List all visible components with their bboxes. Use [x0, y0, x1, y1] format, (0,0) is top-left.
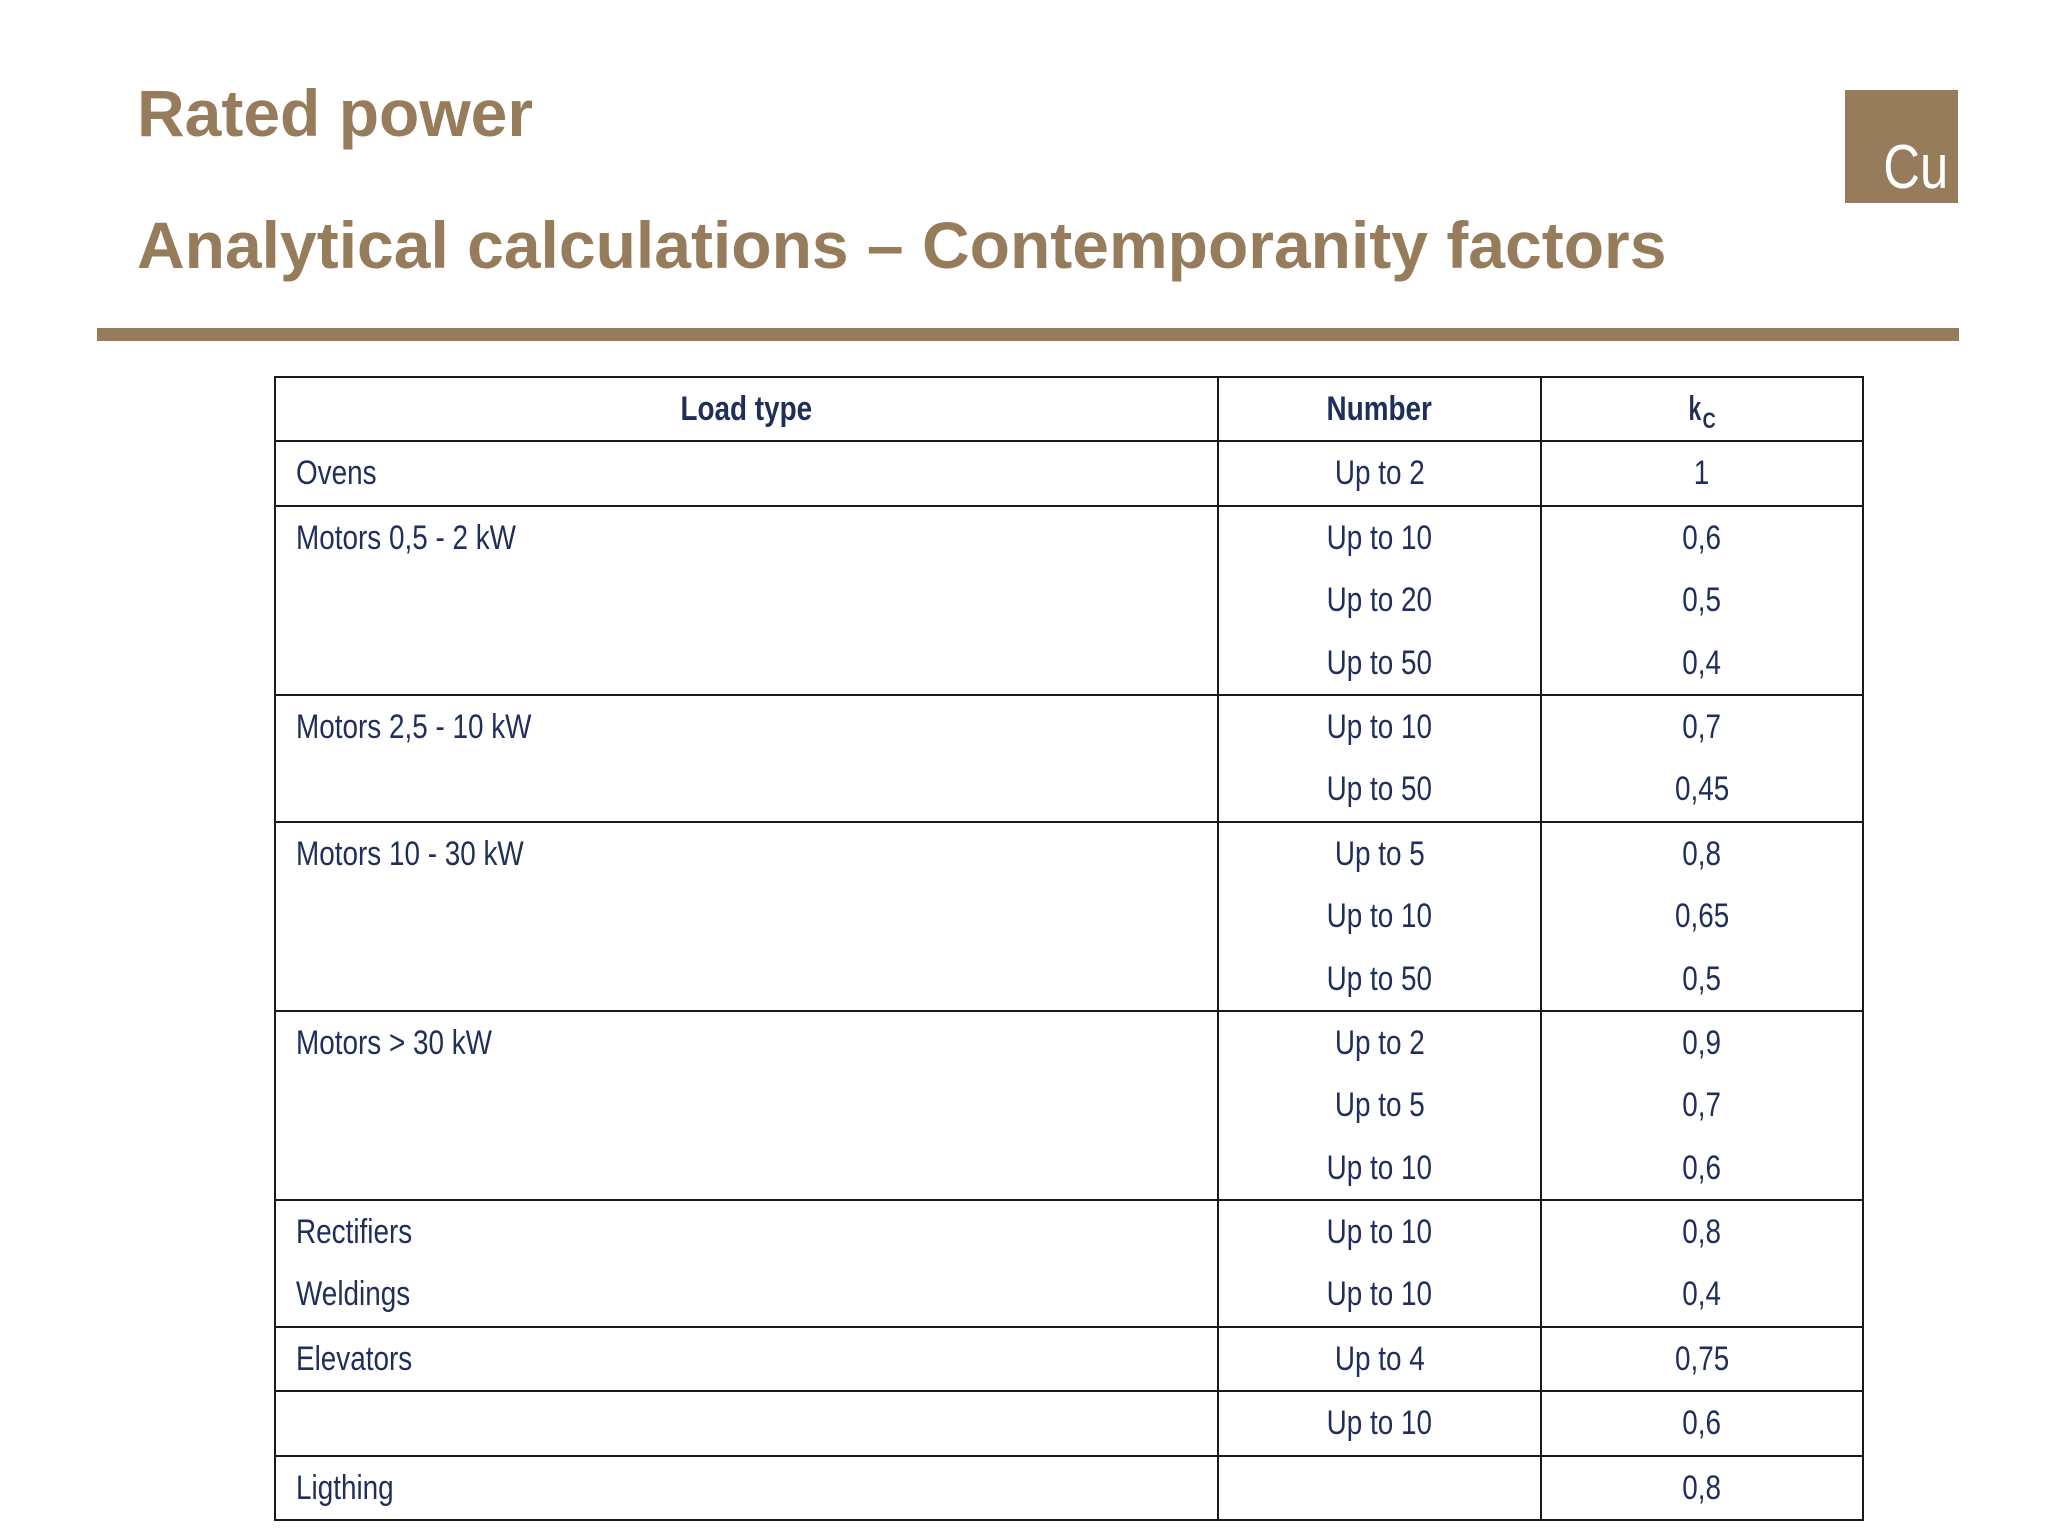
table-body — [275, 441, 1863, 1520]
number-text: Up to 10 — [1326, 1275, 1433, 1314]
load-type-text: Motors 10 - 30 kW — [296, 834, 524, 873]
number-cell — [1218, 441, 1540, 505]
load-type-text: Motors 2,5 - 10 kW — [296, 707, 532, 746]
load-type-cell — [275, 1200, 1218, 1327]
number-cell — [1218, 695, 1540, 822]
kc-value: 0,4 — [1682, 643, 1722, 682]
header-number: Number — [1218, 377, 1540, 441]
kc-cell — [1541, 1391, 1863, 1455]
slide-subtitle: Analytical calculations – Contemporanity factors — [137, 208, 1667, 282]
logo-text: Cu — [1883, 133, 1948, 202]
table-row-group — [275, 1200, 1863, 1327]
table-row-group — [275, 506, 1863, 695]
load-type-cell — [275, 506, 1218, 695]
load-type-cell — [275, 441, 1218, 505]
number-text: Up to 5 — [1334, 834, 1425, 873]
title-divider — [97, 328, 1959, 341]
kc-value: 0,8 — [1682, 1213, 1722, 1252]
number-text: Up to 4 — [1334, 1339, 1425, 1378]
table-header — [275, 377, 1863, 441]
number-text: Up to 20 — [1326, 581, 1433, 620]
load-type-text: Elevators — [296, 1339, 413, 1378]
load-type-cell — [275, 1391, 1218, 1455]
number-text: Up to 2 — [1334, 454, 1425, 493]
kc-cell — [1541, 1011, 1863, 1200]
kc-value: 0,75 — [1674, 1339, 1729, 1378]
table-row-group — [275, 1391, 1863, 1455]
number-text: Up to 10 — [1326, 1148, 1433, 1187]
number-text: Up to 10 — [1326, 518, 1433, 557]
load-type-text: Weldings — [296, 1275, 411, 1314]
number-cell — [1218, 1327, 1540, 1391]
kc-value: 0,6 — [1682, 1148, 1722, 1187]
load-type-text: Motors > 30 kW — [296, 1023, 492, 1062]
number-cell — [1218, 1011, 1540, 1200]
table-row-group — [275, 695, 1863, 822]
number-cell — [1218, 1456, 1540, 1520]
load-type-text: Motors 0,5 - 2 kW — [296, 518, 516, 557]
kc-value: 0,8 — [1682, 834, 1722, 873]
number-text: Up to 50 — [1326, 643, 1433, 682]
load-type-cell — [275, 822, 1218, 1011]
number-text: Up to 10 — [1326, 897, 1433, 936]
kc-cell — [1541, 506, 1863, 695]
table-row-group — [275, 822, 1863, 1011]
number-text: Up to 10 — [1326, 707, 1433, 746]
kc-value: 0,65 — [1674, 897, 1729, 936]
number-text: Up to 10 — [1326, 1404, 1433, 1443]
kc-value: 0,5 — [1682, 959, 1722, 998]
contemporanity-factors-table — [274, 376, 1864, 1521]
number-text: Up to 10 — [1326, 1213, 1433, 1252]
header-kc: $k_C$ — [1541, 377, 1863, 441]
kc-cell — [1541, 1327, 1863, 1391]
kc-value: 1 — [1694, 454, 1710, 493]
load-type-text: Ovens — [296, 454, 377, 493]
load-type-cell — [275, 695, 1218, 822]
load-type-cell — [275, 1327, 1218, 1391]
kc-cell — [1541, 822, 1863, 1011]
slide-title: Rated power — [137, 76, 534, 150]
kc-value: 0,45 — [1674, 770, 1729, 809]
kc-value: 0,6 — [1682, 1404, 1722, 1443]
table-row-group — [275, 441, 1863, 505]
load-type-cell — [275, 1011, 1218, 1200]
kc-value: 0,6 — [1682, 518, 1722, 557]
table-row-group — [275, 1456, 1863, 1520]
table-row-group — [275, 1327, 1863, 1391]
copper-logo — [1845, 90, 1958, 203]
number-cell — [1218, 1200, 1540, 1327]
kc-cell — [1541, 695, 1863, 822]
load-type-cell — [275, 1456, 1218, 1520]
kc-value: 0,7 — [1682, 707, 1722, 746]
kc-value: 0,5 — [1682, 581, 1722, 620]
number-text: Up to 2 — [1334, 1023, 1425, 1062]
number-text: Up to 5 — [1334, 1086, 1425, 1125]
number-text: Up to 50 — [1326, 770, 1433, 809]
kc-value: 0,7 — [1682, 1086, 1722, 1125]
number-cell — [1218, 1391, 1540, 1455]
header-load-type: Load type — [275, 377, 1218, 441]
kc-cell — [1541, 441, 1863, 505]
kc-cell — [1541, 1200, 1863, 1327]
number-cell — [1218, 822, 1540, 1011]
load-type-text: Ligthing — [296, 1468, 394, 1507]
kc-cell — [1541, 1456, 1863, 1520]
kc-value: 0,4 — [1682, 1275, 1722, 1314]
kc-value: 0,9 — [1682, 1023, 1722, 1062]
load-type-text: Rectifiers — [296, 1213, 413, 1252]
number-cell — [1218, 506, 1540, 695]
kc-value: 0,8 — [1682, 1468, 1722, 1507]
table-row-group — [275, 1011, 1863, 1200]
number-text: Up to 50 — [1326, 959, 1433, 998]
header-row — [275, 377, 1863, 441]
